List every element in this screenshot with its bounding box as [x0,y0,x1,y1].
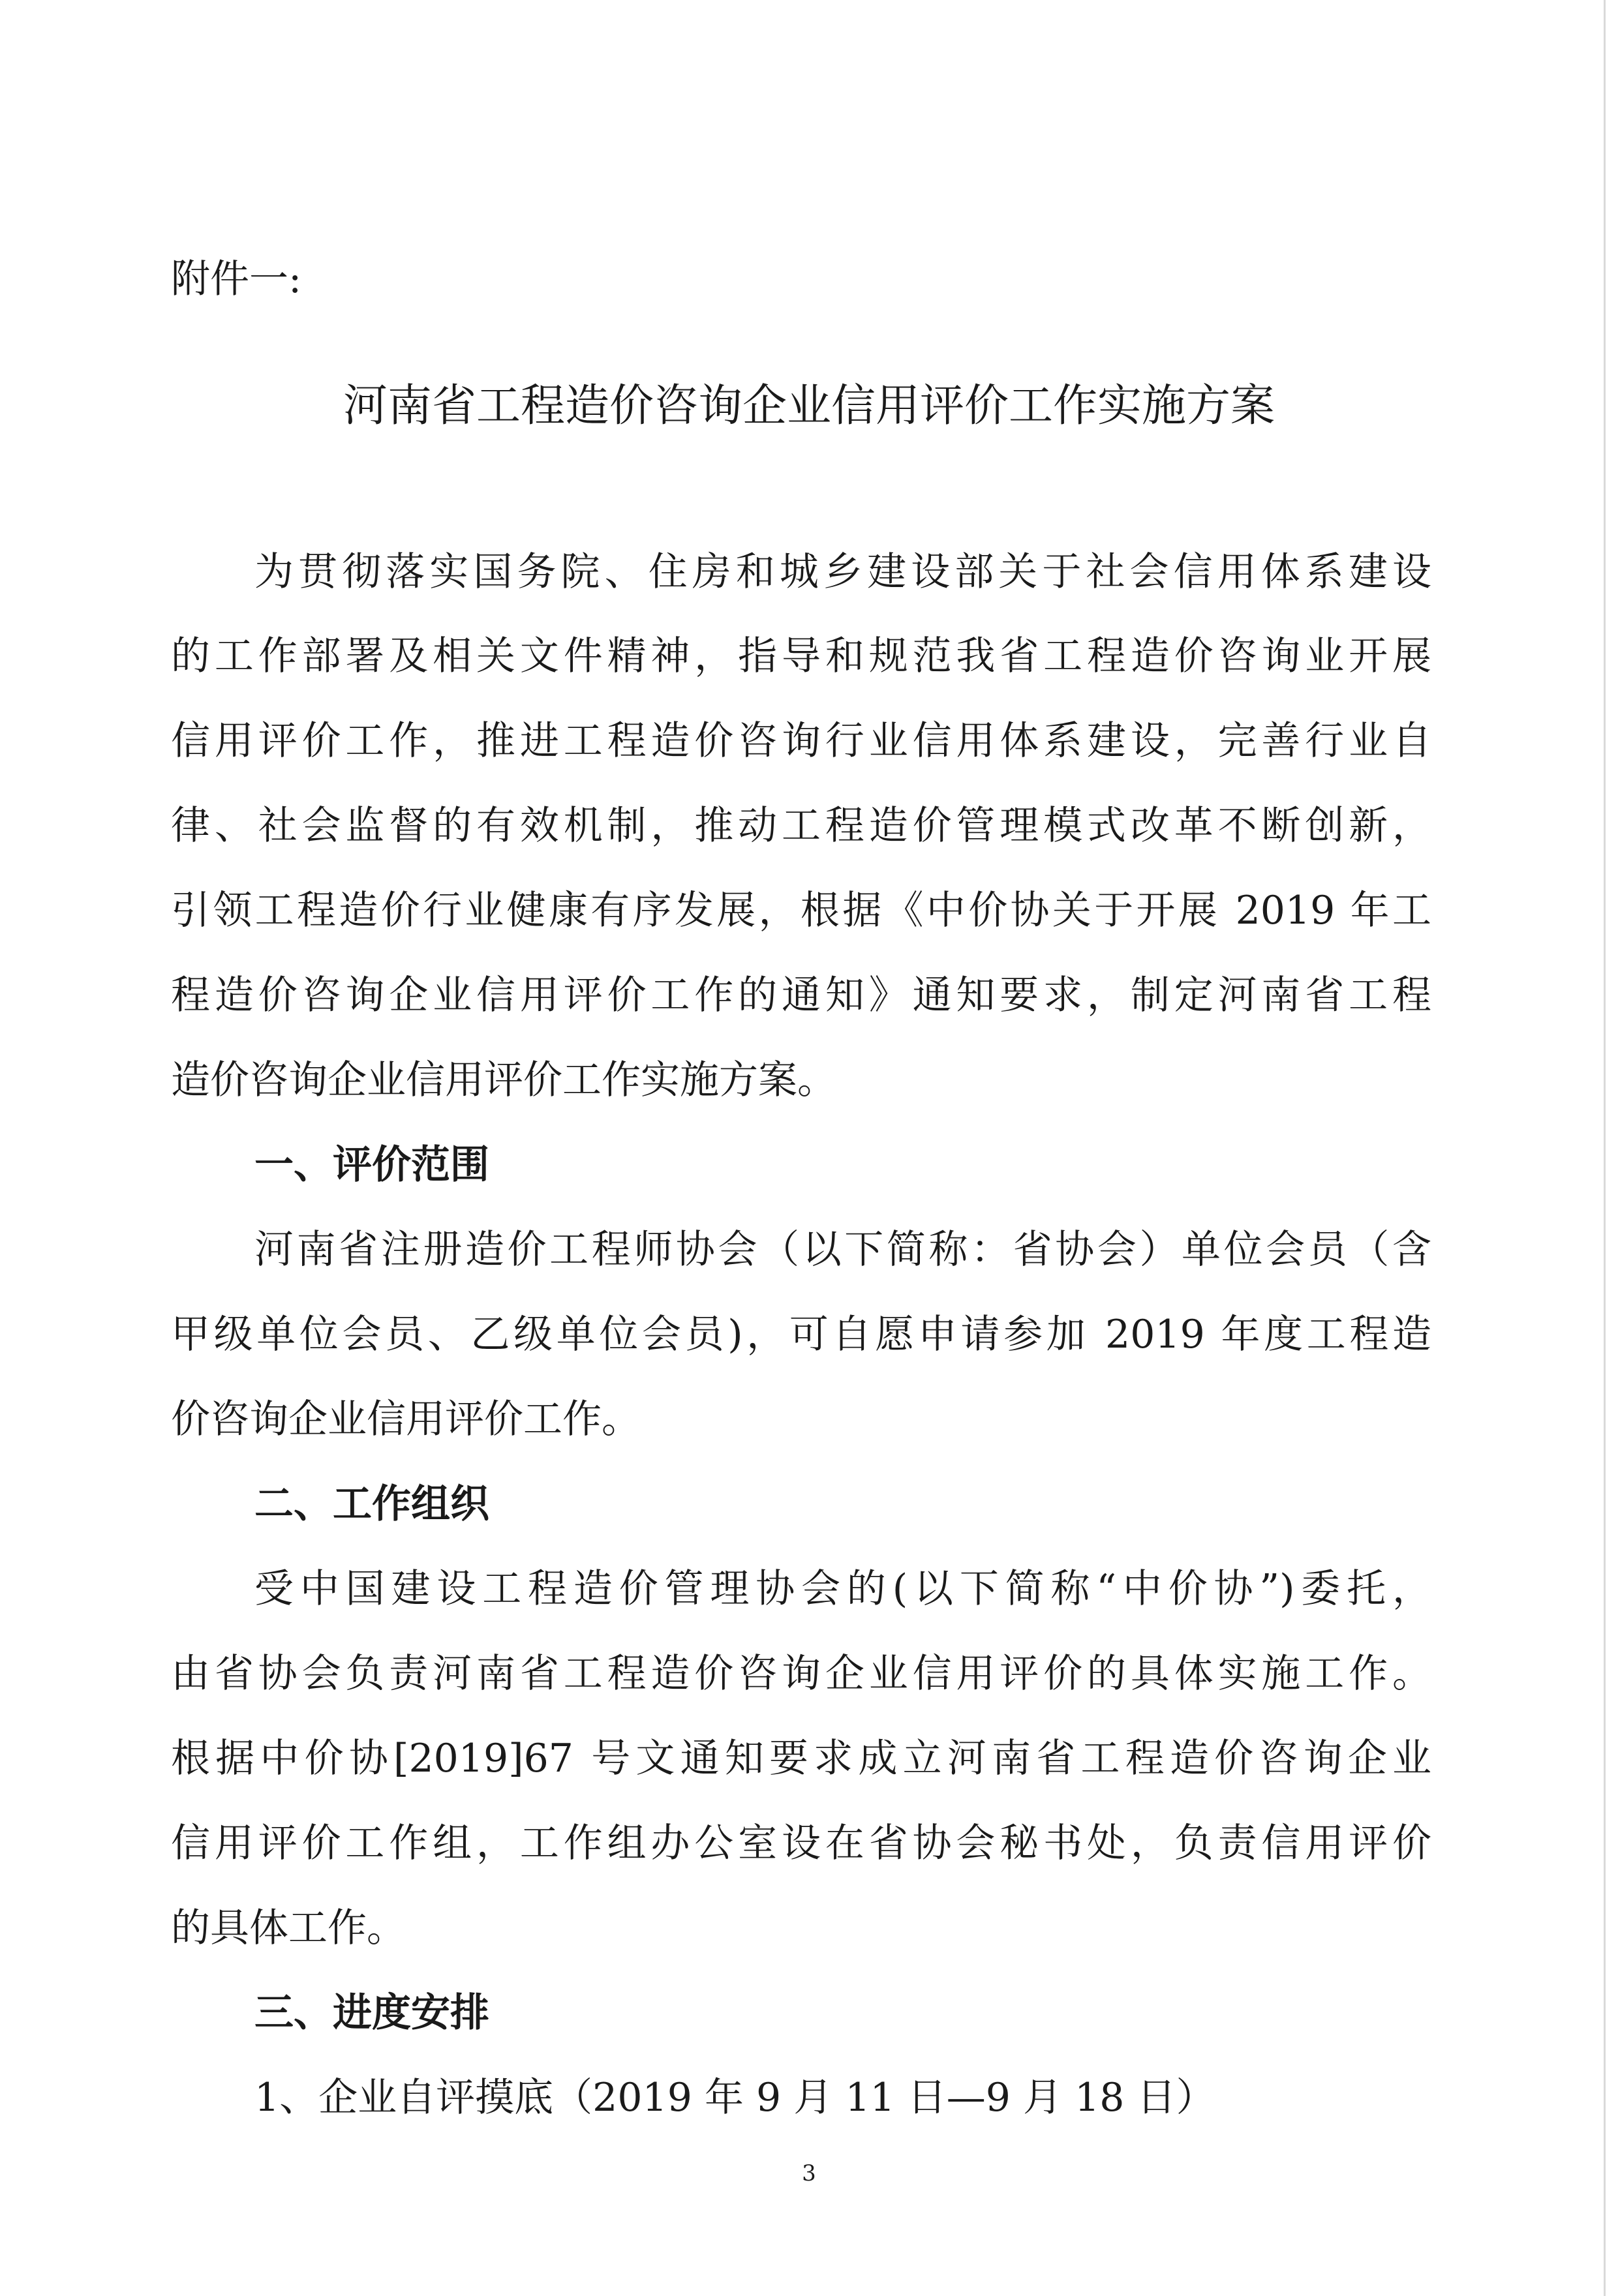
intro-line: 律、社会监督的有效机制，推动工程造价管理模式改革不断创新， [171,803,1431,849]
document-title: 河南省工程造价咨询企业信用评价工作实施方案 [343,380,1275,432]
section-organization-line: 由省协会负责河南省工程造价咨询企业信用评价的具体实施工作。 [171,1651,1431,1697]
intro-line: 引领工程造价行业健康有序发展，根据《中价协关于开展 2019 年工 [171,888,1431,933]
intro-line: 程造价咨询企业信用评价工作的通知》通知要求，制定河南省工程 [171,973,1431,1018]
section-scope-line: 价咨询企业信用评价工作。 [171,1397,641,1442]
intro-line: 造价咨询企业信用评价工作实施方案。 [171,1057,836,1103]
section-organization-line: 信用评价工作组，工作组办公室设在省协会秘书处，负责信用评价 [171,1820,1431,1866]
section-heading-schedule: 三、进度安排 [254,1990,489,2036]
section-organization-line: 受中国建设工程造价管理协会的(以下简称“中价协”)委托， [254,1566,1431,1612]
section-heading-organization: 二、工作组织 [254,1481,489,1527]
page-number: 3 [802,2160,816,2186]
section-organization-line: 根据中价协[2019]67 号文通知要求成立河南省工程造价咨询企业 [171,1736,1431,1781]
schedule-item: 1、企业自评摸底（2019 年 9 月 11 日—9 月 18 日） [254,2075,1215,2121]
section-heading-scope: 一、评价范围 [254,1142,489,1188]
intro-line: 信用评价工作，推进工程造价咨询行业信用体系建设，完善行业自 [171,718,1431,764]
attachment-label: 附件一: [171,256,302,302]
section-scope-line: 河南省注册造价工程师协会（以下简称：省协会）单位会员（含 [254,1227,1431,1273]
intro-line: 为贯彻落实国务院、住房和城乡建设部关于社会信用体系建设 [254,549,1431,595]
intro-line: 的工作部署及相关文件精神，指导和规范我省工程造价咨询业开展 [171,633,1431,679]
section-organization-line: 的具体工作。 [171,1905,406,1951]
section-scope-line: 甲级单位会员、乙级单位会员)，可自愿申请参加 2019 年度工程造 [171,1312,1431,1357]
scan-edge-divider [1604,0,1606,2296]
